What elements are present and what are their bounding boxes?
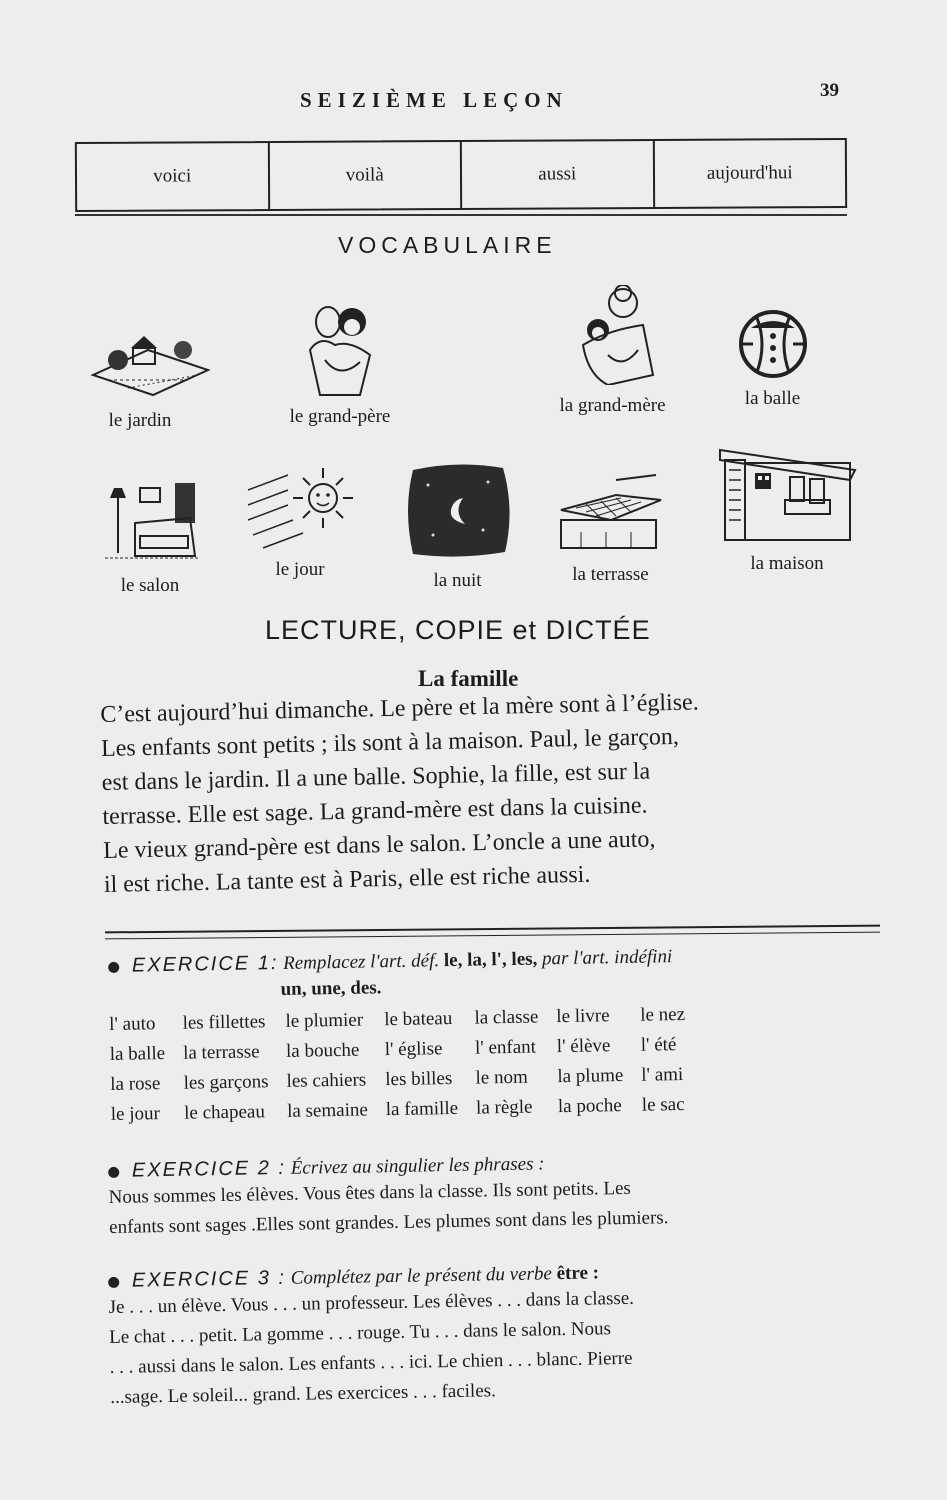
lesson-title: SEIZIÈME LEÇON: [300, 88, 568, 112]
table-cell: la famille: [385, 1097, 459, 1121]
reading-line: Le vieux grand-père est dans le salon. L’oncle a une auto,: [102, 826, 656, 864]
grandfather-icon: [290, 300, 390, 400]
table-cell: l' auto: [109, 1013, 156, 1035]
reading-line: terrasse. Elle est sage. La grand-mère est dans la cuisine.: [102, 792, 648, 830]
vocab-label: la maison: [750, 553, 824, 574]
exercise-keywords: le, la, l', les,: [443, 948, 538, 972]
word-box-cell: voilà: [269, 142, 462, 209]
vocab-item-nuit: [395, 460, 520, 592]
table-cell: l' église: [384, 1038, 443, 1061]
table-cell: la classe: [474, 1006, 539, 1029]
garden-icon: [88, 330, 213, 400]
vocab-item-balle: [725, 308, 820, 410]
exercise-1-table: [109, 1000, 705, 1130]
bullet-icon: [108, 1167, 119, 1178]
table-cell: l' enfant: [474, 1036, 537, 1059]
terrace-icon: [556, 470, 666, 550]
vocab-label: la balle: [744, 388, 801, 409]
bullet-icon: [108, 962, 119, 973]
exercise-3: [108, 1256, 900, 1413]
table-cell: la règle: [475, 1096, 533, 1119]
table-cell: les billes: [385, 1068, 453, 1091]
exercise-line: enfants sont sages .Elles sont grandes. Les plumes sont dans les plumiers.: [108, 1207, 669, 1238]
night-icon: [403, 460, 513, 560]
exercise-line: Le chat . . . petit. La gomme . . . rouge. Tu . . . dans le salon. Nous: [108, 1318, 612, 1348]
grandmother-icon: [568, 285, 658, 385]
word-box-cell: aujourd'hui: [706, 162, 793, 184]
table-cell: la rose: [110, 1073, 161, 1095]
table-cell: la plume: [557, 1065, 624, 1088]
table-cell: le jour: [110, 1103, 161, 1125]
reading-line: C’est aujourd’hui dimanche. Le père et la mère sont à l’église.: [100, 689, 699, 728]
word-box-cell: voici: [77, 143, 270, 210]
divider: [105, 932, 880, 940]
sun-icon: [243, 460, 358, 555]
table-cell: le nez: [640, 1003, 686, 1026]
reading-line: est dans le jardin. Il a une balle. Sophie, la fille, est sur la: [101, 758, 651, 796]
table-cell: les cahiers: [286, 1069, 367, 1092]
table-cell: l' ami: [641, 1063, 684, 1086]
exercise-2-text: [108, 1169, 899, 1243]
exercise-line: ...sage. Le soleil... grand. Les exercices . . . faciles.: [110, 1380, 497, 1408]
word-box-cell: aussi: [462, 141, 655, 208]
exercise-instruction: Complétez par le présent du verbe: [290, 1263, 553, 1289]
living-room-icon: [100, 478, 200, 563]
table-cell: le livre: [556, 1005, 610, 1028]
vocab-item-maison: [712, 445, 862, 575]
table-cell: le plumier: [285, 1009, 364, 1032]
reading-title: La famille: [418, 666, 519, 691]
table-cell: l' été: [640, 1034, 677, 1056]
exercise-line: Je . . . un élève. Vous . . . un professeur. Les élèves . . . dans la classe.: [108, 1287, 635, 1318]
vocab-label: la terrasse: [572, 564, 649, 585]
house-icon: [715, 445, 860, 545]
table-cell: l' élève: [556, 1035, 611, 1058]
word-box: [75, 138, 847, 212]
table-cell: la semaine: [286, 1099, 368, 1122]
table-cell: le sac: [641, 1093, 685, 1116]
vocab-label: le salon: [120, 575, 180, 596]
exercise-2: [108, 1146, 899, 1243]
bullet-icon: [108, 1277, 119, 1288]
table-cell: le bateau: [384, 1008, 453, 1031]
divider: [75, 214, 847, 216]
exercise-instruction: Remplacez l'art. déf.: [282, 950, 440, 974]
reading-line: Les enfants sont petits ; ils sont à la maison. Paul, le garçon,: [100, 723, 680, 762]
vocab-label: le jardin: [108, 410, 172, 431]
exercise-label: EXERCICE 1:: [131, 952, 279, 977]
exercise-3-text: [108, 1279, 900, 1413]
vocab-label: la grand-mère: [559, 395, 666, 416]
exercise-1: [108, 941, 901, 1130]
table-cell: la poche: [557, 1095, 622, 1118]
table-cell: la balle: [109, 1043, 166, 1065]
exercise-instruction: Écrivez au singulier les phrases :: [290, 1153, 545, 1179]
page-number: 39: [820, 80, 839, 101]
exercise-label: EXERCICE 2 :: [131, 1156, 287, 1182]
exercise-line: Nous sommes les élèves. Vous êtes dans la classe. Ils sont petits. Les: [108, 1177, 632, 1208]
table-cell: les fillettes: [182, 1011, 266, 1034]
vocab-item-salon: [95, 478, 205, 597]
section-title: LECTURE, COPIE et DICTÉE: [265, 615, 651, 645]
table-cell: le chapeau: [183, 1101, 266, 1124]
vocab-item-jardin: [85, 330, 215, 432]
vocab-item-grand-pere: [270, 300, 410, 428]
exercise-keywords: un, une, des.: [280, 977, 382, 1000]
exercise-keywords: être :: [556, 1262, 600, 1285]
exercise-line: . . . aussi dans le salon. Les enfants . . . ici. Le chien . . . blanc. Pierre: [109, 1347, 633, 1378]
vocab-item-jour: [240, 460, 360, 581]
reading-text: [100, 681, 894, 901]
reading-line: il est riche. La tante est à Paris, elle est riche aussi.: [103, 861, 591, 898]
vocab-label: le jour: [275, 559, 325, 580]
table-cell: la terrasse: [182, 1041, 260, 1064]
table-cell: le nom: [475, 1066, 528, 1089]
vocabulary-heading: VOCABULAIRE: [338, 232, 557, 258]
exercise-label: EXERCICE 3 :: [131, 1266, 287, 1292]
vocab-label: le grand-père: [289, 406, 391, 427]
table-cell: les garçons: [183, 1071, 269, 1094]
table-cell: la bouche: [285, 1039, 360, 1062]
ball-icon: [737, 308, 809, 380]
exercise-instruction: par l'art. indéfini: [541, 946, 673, 970]
vocab-item-terrasse: [548, 470, 673, 586]
vocab-label: la nuit: [433, 570, 482, 591]
vocab-item-grand-mere: [540, 285, 685, 417]
